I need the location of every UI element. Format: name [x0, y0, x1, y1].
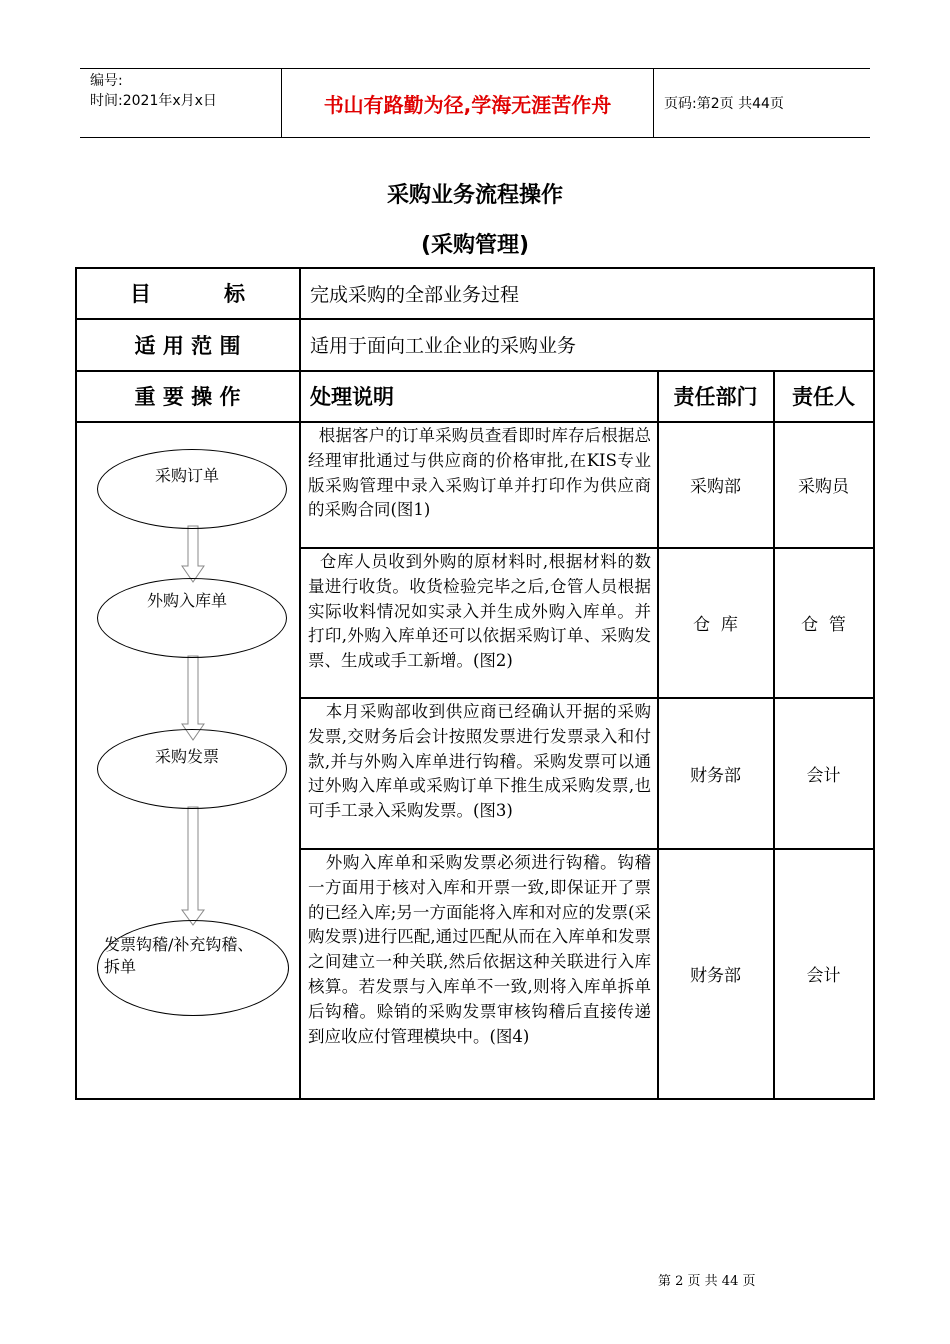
- row-description: 仓库人员收到外购的原材料时,根据材料的数量进行收货。收货检验完毕之后,仓管人员根据实际收料情况如实录入并生成外购入库单。并打印,外购入库单还可以依据采购订单、采购发票、生成或手工新增。(图2): [308, 552, 651, 671]
- goal-label: 目 标: [129, 282, 246, 306]
- header-time-label: 时间:2021年x月x日: [90, 93, 217, 109]
- table-rule: [873, 267, 875, 1099]
- flow-node-invoice: [97, 729, 287, 809]
- column-header-person: 责任人: [792, 385, 855, 409]
- document-subtitle: (采购管理): [420, 233, 530, 258]
- row-department: 财务部: [690, 765, 741, 786]
- page-footer: 第 2 页 共 44 页: [658, 1274, 756, 1289]
- table-rule: [299, 267, 301, 1099]
- flow-node-label: 采购订单: [155, 466, 220, 485]
- row-person: 会计: [806, 966, 841, 986]
- header-meta: [90, 71, 217, 111]
- flow-node-label: [104, 934, 253, 978]
- document-title: 采购业务流程操作: [386, 183, 563, 208]
- column-header-department: 责任部门: [673, 385, 758, 409]
- header-page-info: 页码:第2页 共44页: [664, 96, 784, 112]
- flow-node-label: 采购发票: [155, 747, 220, 766]
- row-department: 采购部: [690, 477, 741, 497]
- row-person: 采购员: [798, 477, 849, 497]
- table-rule: [75, 1098, 875, 1100]
- flow-node-label-line: 拆单: [104, 957, 137, 976]
- flow-node-label-line: 发票钩稽/补充钩稽、: [104, 935, 254, 954]
- scope-value: 适用于面向工业企业的采购业务: [310, 335, 577, 357]
- flow-node-label: 外购入库单: [147, 591, 228, 610]
- row-person: 仓 管: [801, 615, 846, 635]
- header-number-label: 编号:: [90, 73, 123, 89]
- row-description: 根据客户的订单采购员查看即时库存后根据总经理审批通过与供应商的价格审批,在KIS专业版采购管理中录入采购订单并打印作为供应商的采购合同(图1): [308, 426, 651, 520]
- row-description: 外购入库单和采购发票必须进行钩稽。钩稽一方面用于核对入库和开票一致,即保证开了票的已经入库;另一方面能将入库和对应的发票(采购发票)进行匹配,通过匹配从而在入库单和发票之间建立一种关联,然后依据这种关联进行入库核算。若发票与入库单不一致,则将入库单拆单后钩稽。赊销的采购发票审核钩稽后直接传递到应收应付管理模块中。(图4): [308, 853, 651, 1046]
- column-header-description: 处理说明: [310, 385, 394, 409]
- flow-node-purchase-order: [97, 449, 287, 529]
- header-divider: [653, 69, 654, 137]
- row-department: 财务部: [690, 966, 741, 986]
- column-header-operation: 重 要 操 作: [134, 385, 241, 409]
- row-department: 仓 库: [693, 615, 738, 635]
- flow-arrow-icon: [180, 807, 206, 927]
- goal-value: 完成采购的全部业务过程: [310, 283, 520, 306]
- header-motto: 书山有路勤为径,学海无涯苦作舟: [323, 92, 612, 117]
- scope-label: 适 用 范 围: [134, 333, 241, 358]
- flow-arrow-icon: [180, 526, 206, 584]
- page-header: [80, 68, 870, 138]
- row-person: 会计: [806, 765, 841, 786]
- row-description: 本月采购部收到供应商已经确认开据的采购发票,交财务后会计按照发票进行发票录入和付款,并与外购入库单进行钩稽。采购发票可以通过外购入库单或采购订单下推生成采购发票,也可手工录入采购发票。(图3): [308, 702, 651, 821]
